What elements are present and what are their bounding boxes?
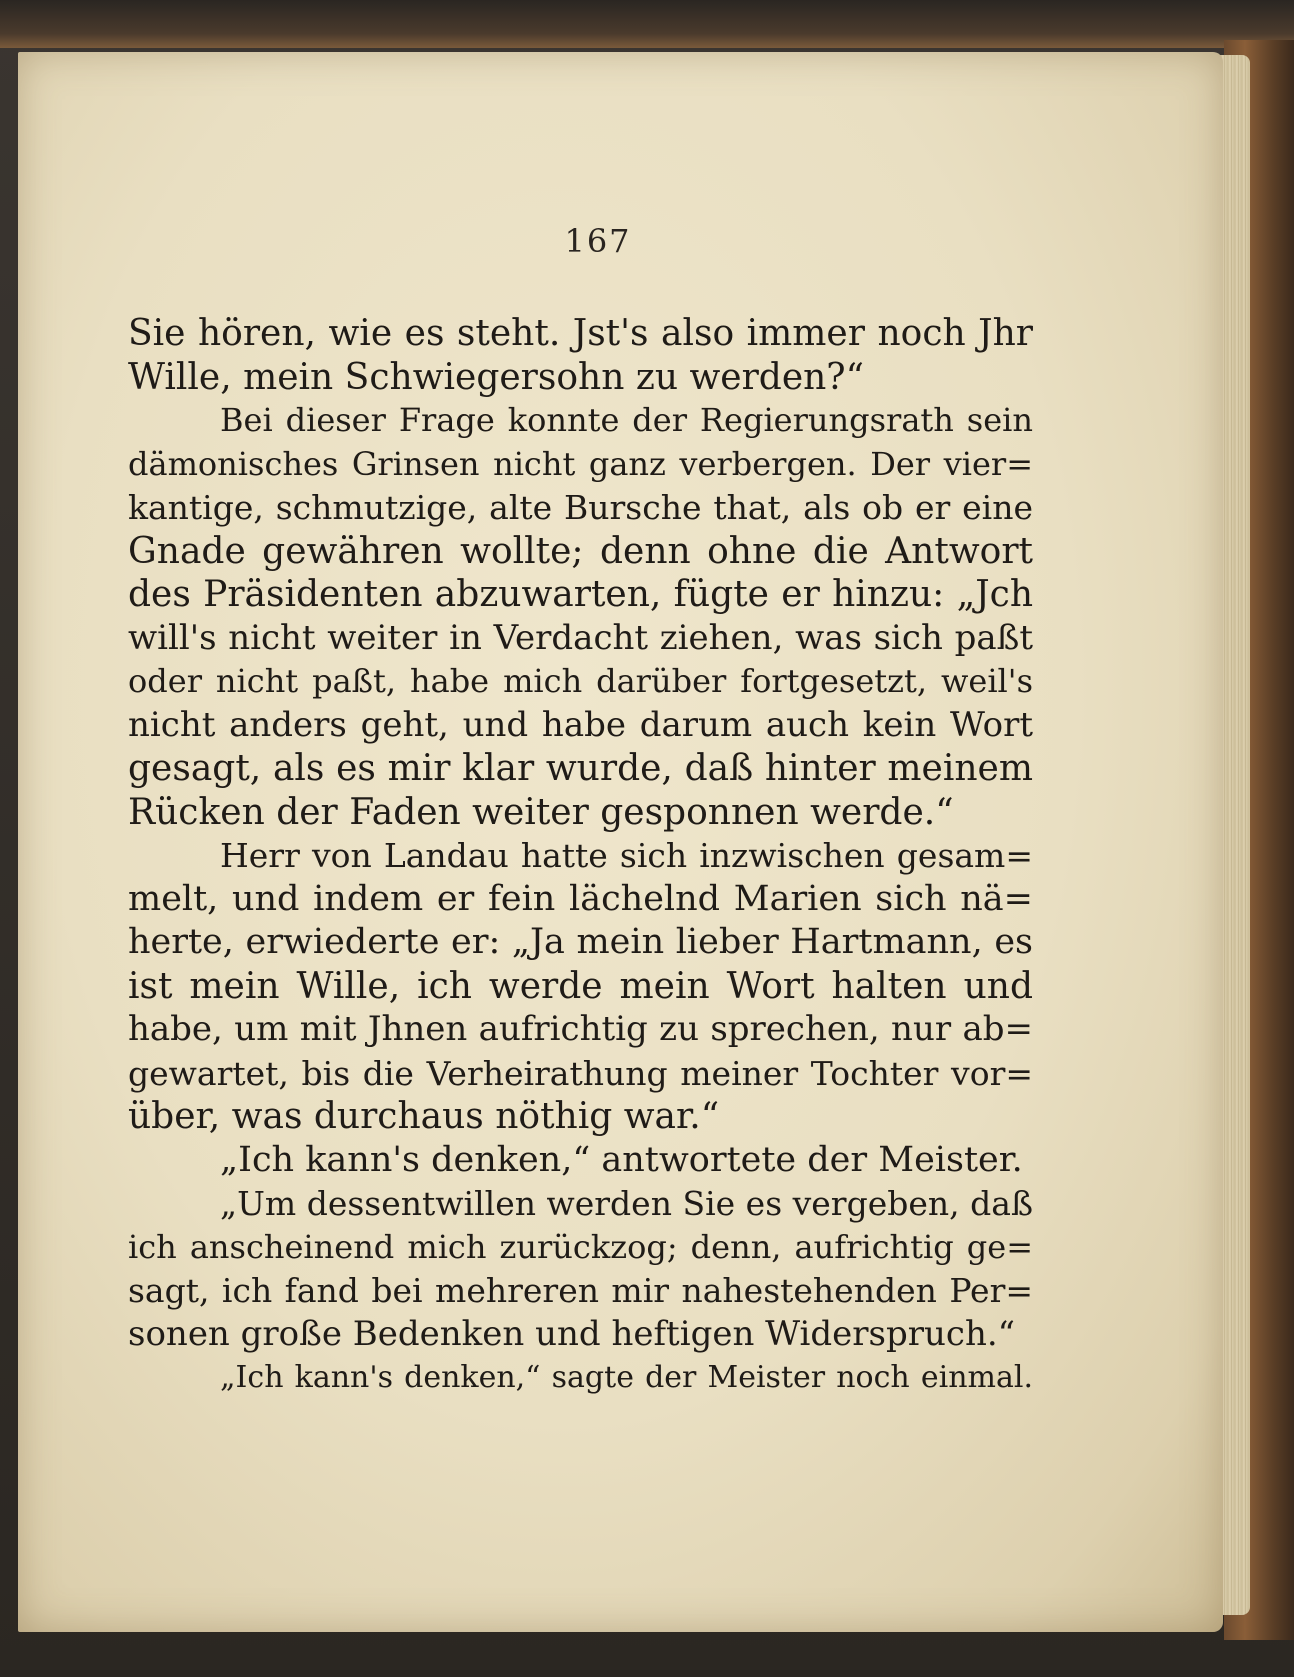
- book-cover-top-edge: [0, 0, 1294, 48]
- text-line: melt, und indem er fein lächelnd Marien sich nä=: [128, 878, 1033, 919]
- text-line: des Präsidenten abzuwarten, fügte er hinzu: „Jch: [128, 574, 1033, 615]
- text-line: gesagt, als es mir klar wurde, daß hinter meinem: [128, 748, 1033, 789]
- page-number: 167: [564, 222, 632, 260]
- text-line: Rücken der Faden weiter gesponnen werde.“: [128, 791, 954, 833]
- page-text-block: [128, 312, 1033, 1400]
- text-line: will's nicht weiter in Verdacht ziehen, was sich paßt: [128, 617, 1033, 658]
- text-line: sagt, ich fand bei mehreren mir nahestehenden Per=: [128, 1271, 1033, 1310]
- text-line: Wille, mein Schwiegersohn zu werden?“: [128, 356, 865, 398]
- text-line: gewartet, bis die Verheirathung meiner Tochter vor=: [128, 1053, 1033, 1093]
- text-line: „Ich kann's denken,“ antwortete der Meister.: [220, 1139, 1023, 1180]
- text-line: über, was durchaus nöthig war.“: [128, 1096, 720, 1137]
- text-line: Gnade gewähren wollte; denn ohne die Antwort: [128, 530, 1033, 572]
- text-line: Sie hören, wie es steht. Jst's also immer noch Jhr: [128, 313, 1033, 354]
- text-line: dämonisches Grinsen nicht ganz verbergen. Der vier=: [128, 444, 1033, 483]
- text-line: Herr von Landau hatte sich inzwischen gesam=: [220, 836, 1033, 875]
- book-page: [18, 52, 1223, 1632]
- text-line: oder nicht paßt, habe mich darüber fortgesetzt, weil's: [128, 662, 1033, 700]
- text-line: kantige, schmutzige, alte Bursche that, als ob er eine: [128, 488, 1033, 527]
- text-line: „Ich kann's denken,“ sagte der Meister noch einmal.: [220, 1360, 1033, 1395]
- text-line: nicht anders geht, und habe darum auch kein Wort: [128, 704, 1033, 745]
- text-line: herte, erwiederte er: „Ja mein lieber Hartmann, es: [128, 922, 1033, 962]
- text-line: habe, um mit Jhnen aufrichtig zu sprechen, nur ab=: [128, 1009, 1033, 1049]
- text-line: Bei dieser Frage konnte der Regierungsrath sein: [220, 401, 1033, 439]
- text-line: sonen große Bedenken und heftigen Widerspruch.“: [128, 1313, 1016, 1354]
- text-line: ist mein Wille, ich werde mein Wort halten und: [128, 965, 1033, 1007]
- text-line: „Um dessentwillen werden Sie es vergeben, daß: [220, 1184, 1033, 1223]
- text-line: ich anscheinend mich zurückzog; denn, aufrichtig ge=: [128, 1227, 1033, 1266]
